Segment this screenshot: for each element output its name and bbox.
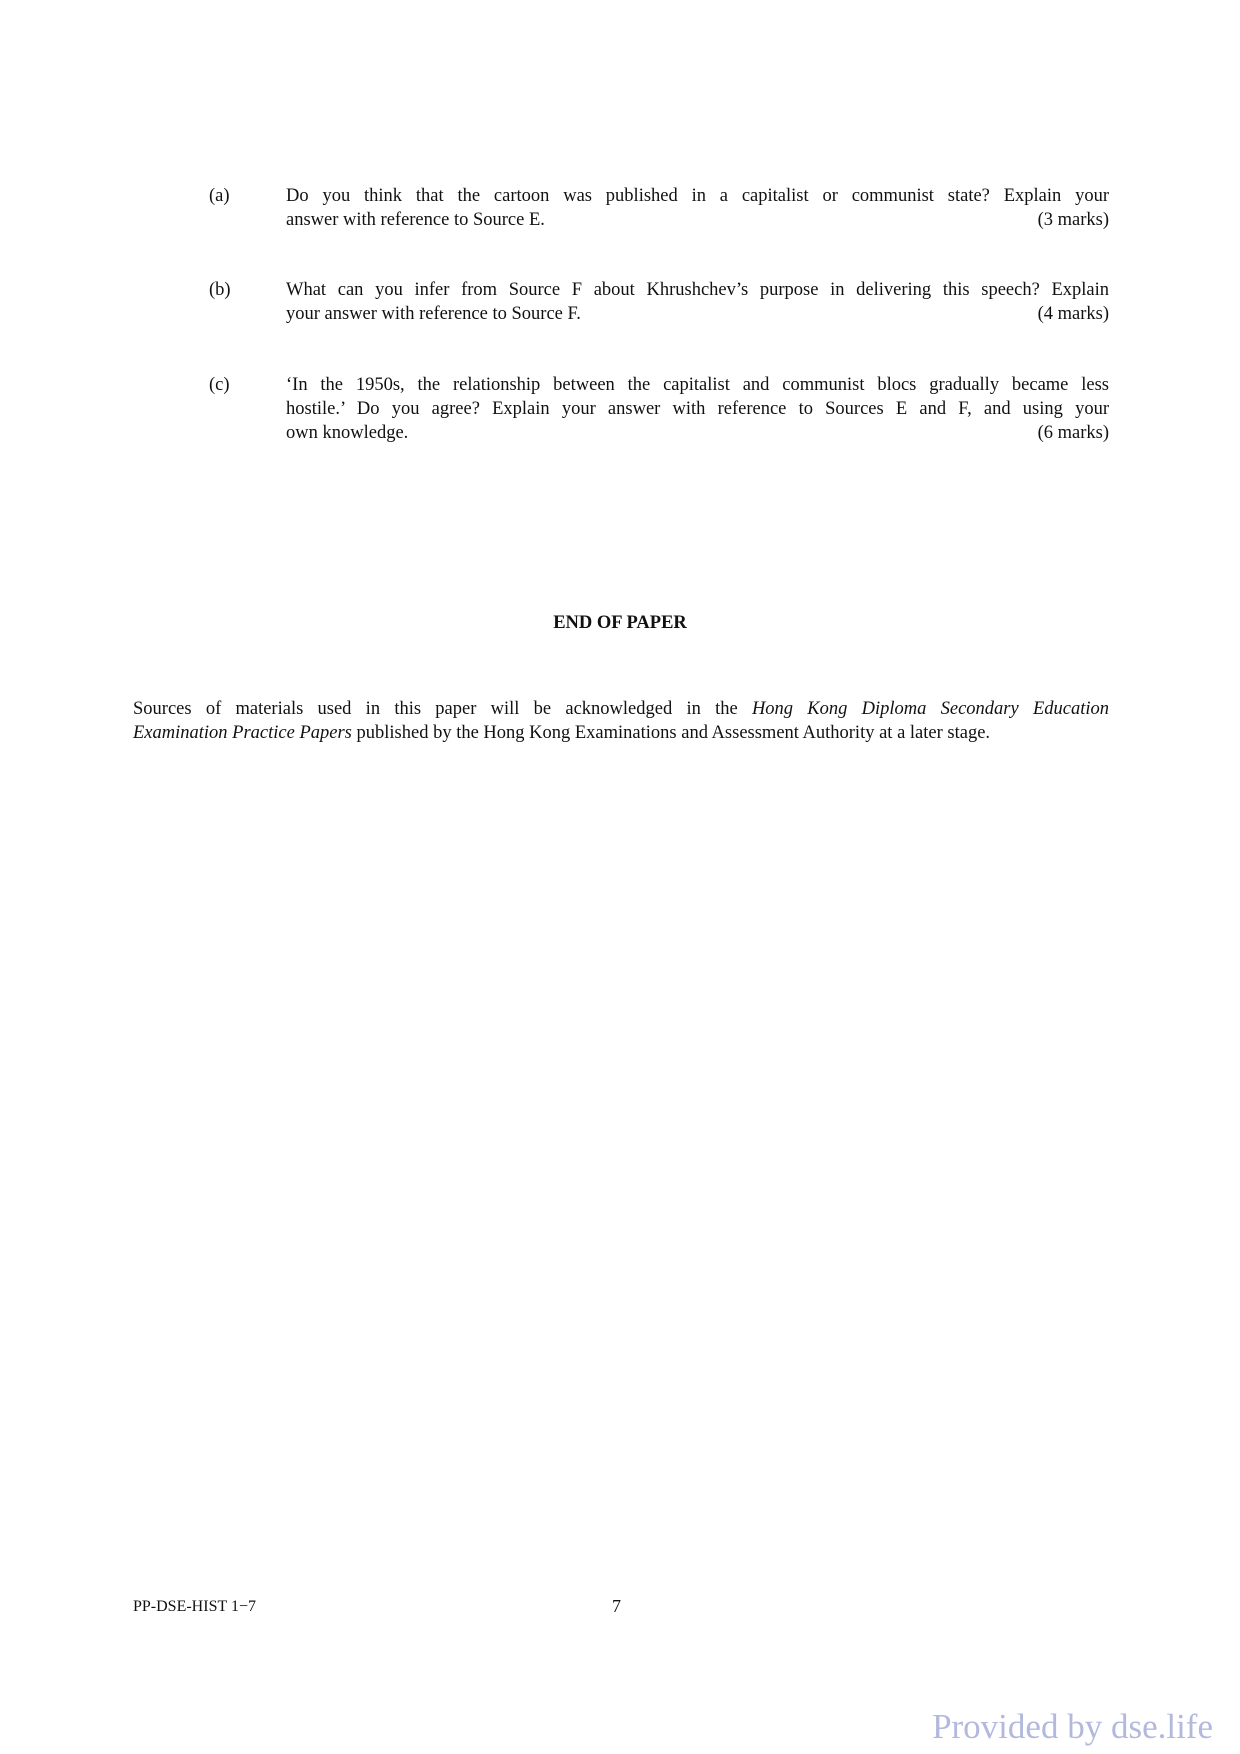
question-line: ‘In the 1950s, the relationship between the capitalist and communist blocs gradually became less — [286, 375, 1109, 395]
question-line: your answer with reference to Source F. — [286, 304, 581, 324]
question-text — [286, 278, 1109, 326]
provider-watermark: Provided by dse.life — [932, 1707, 1213, 1746]
marks-label: (6 marks) — [1037, 423, 1109, 443]
question-line: What can you infer from Source F about Khrushchev’s purpose in delivering this speech? Explain — [286, 280, 1109, 300]
question-line: Do you think that the cartoon was published in a capitalist or communist state? Explain your — [286, 186, 1109, 206]
question-last-line — [286, 302, 1109, 326]
question-label: (c) — [209, 375, 230, 395]
marks-label: (4 marks) — [1037, 304, 1109, 324]
question-line: own knowledge. — [286, 423, 409, 443]
question-last-line — [286, 421, 1109, 445]
marks-label: (3 marks) — [1037, 210, 1109, 230]
question-line: hostile.’ Do you agree? Explain your answer with reference to Sources E and F, and using your — [286, 399, 1109, 419]
question-text — [286, 184, 1109, 232]
page-number: 7 — [612, 1596, 621, 1616]
acknowledgement-prefix: Sources of materials used in this paper will be acknowledged in the — [133, 699, 752, 719]
acknowledgement-italic-title-1: Hong Kong Diploma Secondary Education — [751, 699, 1109, 719]
question-label: (b) — [209, 280, 231, 300]
end-of-paper-heading: END OF PAPER — [553, 613, 687, 633]
acknowledgement-suffix: published by the Hong Kong Examinations and Assessment Authority at a later stage. — [351, 723, 991, 743]
question-text — [286, 373, 1109, 445]
paper-code: PP-DSE-HIST 1−7 — [133, 1598, 256, 1615]
question-label: (a) — [209, 186, 230, 206]
question-last-line — [286, 208, 1109, 232]
question-line: answer with reference to Source E. — [286, 210, 545, 230]
sources-acknowledgement — [133, 697, 1109, 745]
acknowledgement-italic-title-2: Examination Practice Papers — [133, 723, 352, 743]
acknowledgement-line-2 — [133, 721, 1109, 745]
